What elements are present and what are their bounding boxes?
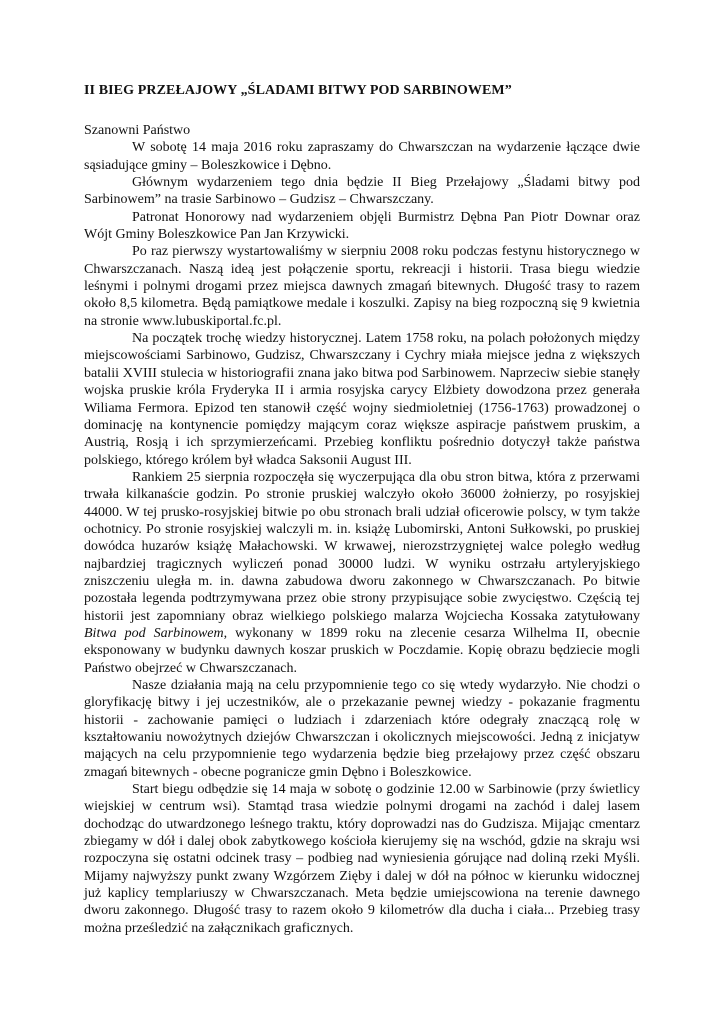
document-title: II BIEG PRZEŁAJOWY „ŚLADAMI BITWY POD SARBINOWEM”: [84, 83, 512, 98]
document-page: [84, 82, 640, 937]
paragraph-battle: [84, 469, 640, 677]
painting-title: Bitwa pod Sarbinowem: [84, 625, 224, 641]
paragraph-main-event: Głównym wydarzeniem tego dnia będzie II Bieg Przełajowy „Śladami bitwy pod Sarbinowem” na trasie Sarbinowo – Gudzisz – Chwarszczany.: [84, 175, 640, 208]
battle-text-tail: , wykonany w 1899 roku na zlecenie cesarza Wilhelma II, obecnie eksponowany w budynku dawnych koszar pruskich w Poczdamie. Kopię obrazu będziecie mogli Państwo obejrzeć w Chwarszczanach.: [84, 625, 640, 676]
paragraph-patronage: Patronat Honorowy nad wydarzeniem objęli Burmistrz Dębna Pan Piotr Downar oraz Wójt Gminy Boleszkowice Pan Jan Krzywicki.: [84, 209, 640, 243]
battle-text: Rankiem 25 sierpnia rozpoczęła się wyczerpująca dla obu stron bitwa, która z przerwami trwała kilkanaście godzin. Po stronie pruskiej walczyło około 36000 żołnierzy, po rosyjskiej 44000. W tej prusko-rosyjskiej bitwie po obu stronach brali udział oficerowie polscy, w tym także ochotnicy. Po stronie rosyjskiej walczyli m. in. książę Lubomirski, Antoni Sułkowski, po pruskiej dowódca huzarów książę Małachowski. W krwawej, nierozstrzygniętej walce poległo według najbardziej tragicznych wyliczeń ponad 30000 ludzi. W wyniku ostrzału artyleryjskiego zniszczeniu uległa m. in. dawna zabudowa dworu zakonnego w Chwarszczanach. Po bitwie pozostała legenda podtrzymywana przez obie strony przypisujące sobie zwycięstwo. Częścią tej historii jest zapomniany obraz wielkiego polskiego malarza Wojciecha Kossaka zatytułowany: [84, 469, 640, 624]
paragraph-historical-background: Na początek trochę wiedzy historycznej. Latem 1758 roku, na polach położonych między miejscowościami Sarbinowo, Gudzisz, Chwarszczany i Cychry miała miejsce jedna z większych batalii XVIII stulecia w historiografii znana jako bitwa pod Sarbinowem. Naprzeciw siebie stanęły wojska pruskie króla Fryderyka II i armia rosyjska carycy Elżbiety dowodzona przez generała Wiliama Fermora. Epizod ten stanowił część wojny siedmioletniej (1756-1763) prowadzonej o dominację na kontynencie pomiędzy mającym coraz większe aspiracje państwem pruskim, a Austrią, Rosją i ich sprzymierzeńcami. Przebieg konfliktu pośrednio dotyczył także państwa polskiego, którego królem był władca Saksonii August III.: [84, 331, 640, 468]
paragraph-aims: Nasze działania mają na celu przypomnienie tego co się wtedy wydarzyło. Nie chodzi o gloryfikację bitwy i jej uczestników, ale o przekazanie pewnej wiedzy - pokazanie fragmentu historii - zachowanie pamięci o ludziach i zdarzeniach które odegrały znaczącą rolę w kształtowaniu nowożytnych dziejów Chwarszczan i okolicznych miejscowości. Jedną z inicjatyw mających na celu przypomnienie tego wydarzenia będzie bieg przełajowy przez część obszaru zmagań bitewnych - obecne pogranicze gmin Dębno i Boleszkowice.: [84, 678, 640, 780]
salutation: Szanowni Państwo: [84, 123, 191, 138]
paragraph-invitation: W sobotę 14 maja 2016 roku zapraszamy do Chwarszczan na wydarzenie łączące dwie sąsiadujące gminy – Boleszkowice i Dębno.: [84, 140, 640, 173]
paragraph-route: Start biegu odbędzie się 14 maja w sobotę o godzinie 12.00 w Sarbinowie (przy świetlicy wiejskiej w centrum wsi). Stamtąd trasa wiedzie polnymi drogami na zachód i dalej lasem dochodząc do utwardzonego leśnego traktu, który doprowadzi nas do Gudzisza. Mijając cmentarz zbiegamy w dół i dalej obok zabytkowego kościoła kierujemy się na wschód, gdzie na skraju wsi rozpoczyna się ostatni odcinek trasy – podbieg nad wyniesienia górujące nad doliną rzeki Myśli. Mijamy najwyższy punkt zwany Wzgórzem Zięby i dalej w dół na północ w kierunku widocznej już kaplicy templariuszy w Chwarszczanach. Meta będzie umiejscowiona na terenie dawnego dworu zakonnego. Długość trasy to razem około 9 kilometrów dla ducha i ciała... Przebieg trasy można prześledzić na załącznikach graficznych.: [84, 782, 640, 936]
paragraph-history-of-run: Po raz pierwszy wystartowaliśmy w sierpniu 2008 roku podczas festynu historycznego w Chwarszczanach. Naszą ideą jest połączenie sportu, rekreacji i historii. Trasa biegu wiedzie leśnymi i polnymi drogami przez miejsca dawnych zmagań bitewnych. Długość trasy to razem około 8,5 kilometra. Będą pamiątkowe medale i koszulki. Zapisy na bieg rozpoczną się 9 kwietnia na stronie www.lubuskiportal.fc.pl.: [84, 244, 640, 329]
